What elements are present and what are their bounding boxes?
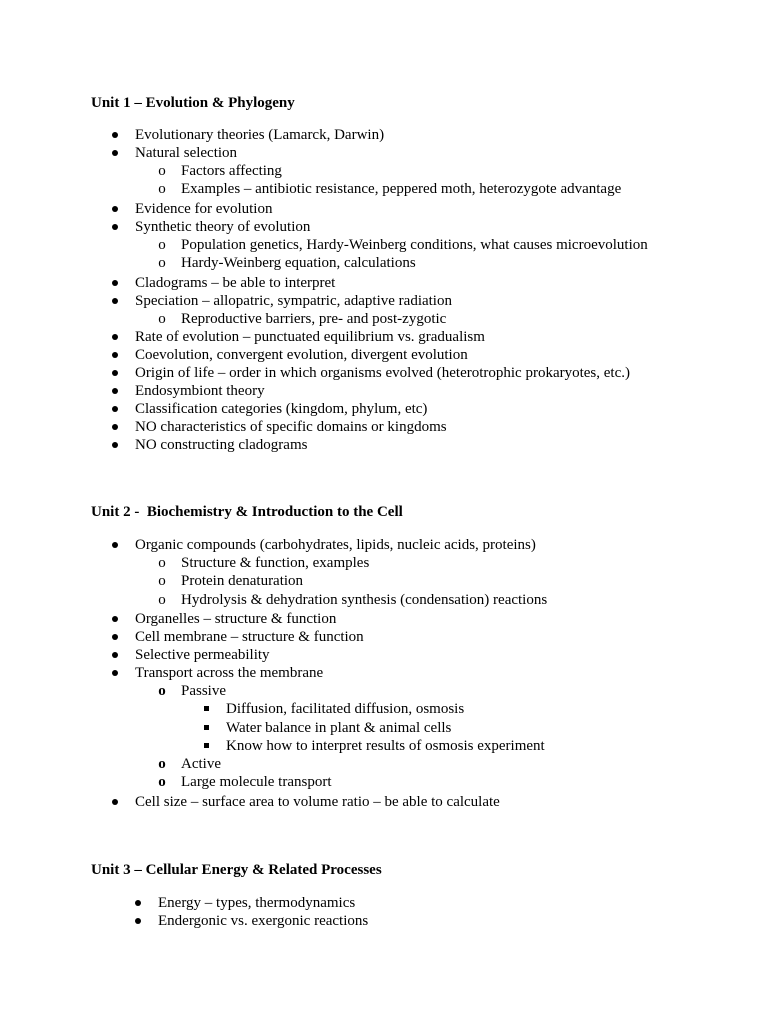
- circle-bullet-icon: o: [158, 255, 166, 271]
- list-item-text: Active: [181, 756, 221, 772]
- list-item-text: Endergonic vs. exergonic reactions: [158, 913, 369, 929]
- circle-bullet-icon: o: [158, 756, 166, 772]
- list-item-text: Population genetics, Hardy-Weinberg conditions, what causes microevolution: [181, 237, 648, 253]
- list-item: [0, 719, 768, 737]
- circle-bullet-icon: o: [158, 774, 166, 790]
- list-item: [0, 274, 768, 292]
- disc-bullet-icon: [112, 274, 118, 292]
- list-item-text: Reproductive barriers, pre- and post-zygotic: [181, 311, 447, 327]
- disc-bullet-icon: [112, 646, 118, 664]
- list-item-text: Cell membrane – structure & function: [135, 629, 364, 645]
- list-item: [0, 554, 768, 572]
- list-item-text: Know how to interpret results of osmosis experiment: [226, 738, 545, 754]
- list-item: [0, 200, 768, 218]
- list-item: [0, 700, 768, 718]
- list-item: [0, 310, 768, 328]
- list-item: [0, 236, 768, 254]
- list-item: [0, 536, 768, 554]
- disc-bullet-icon: [135, 912, 141, 930]
- list-item: [0, 364, 768, 382]
- list-item: [0, 162, 768, 180]
- list-item-text: Evolutionary theories (Lamarck, Darwin): [135, 127, 385, 143]
- list-item: [0, 793, 768, 811]
- list-item: [0, 180, 768, 198]
- list-item-text: Organelles – structure & function: [135, 611, 337, 627]
- list-item: [0, 572, 768, 590]
- circle-bullet-icon: o: [158, 181, 166, 197]
- list-item-text: Classification categories (kingdom, phylum, etc): [135, 401, 428, 417]
- circle-bullet-icon: o: [158, 163, 166, 179]
- disc-bullet-icon: [112, 126, 118, 144]
- disc-bullet-icon: [112, 382, 118, 400]
- square-bullet-icon: [204, 719, 210, 737]
- list-item-text: Large molecule transport: [181, 774, 332, 790]
- list-item: [0, 737, 768, 755]
- list-item: [0, 292, 768, 310]
- list-item: [0, 400, 768, 418]
- circle-bullet-icon: o: [158, 237, 166, 253]
- list-item-text: Speciation – allopatric, sympatric, adaptive radiation: [135, 293, 452, 309]
- disc-bullet-icon: [112, 400, 118, 418]
- circle-bullet-icon: o: [158, 573, 166, 589]
- list-item: [0, 610, 768, 628]
- list-item-text: Transport across the membrane: [135, 665, 324, 681]
- disc-bullet-icon: [112, 664, 118, 682]
- list-item: [0, 628, 768, 646]
- disc-bullet-icon: [112, 292, 118, 310]
- list-item: [0, 436, 768, 454]
- list-item-text: Origin of life – order in which organisms evolved (heterotrophic prokaryotes, etc.): [135, 365, 630, 381]
- list-item-text: Cell size – surface area to volume ratio – be able to calculate: [135, 794, 500, 810]
- unit-1-heading: Unit 1 – Evolution & Phylogeny: [91, 95, 295, 111]
- list-item-text: Hardy-Weinberg equation, calculations: [181, 255, 416, 271]
- disc-bullet-icon: [112, 610, 118, 628]
- list-item: [0, 346, 768, 364]
- list-item-text: Rate of evolution – punctuated equilibrium vs. gradualism: [135, 329, 485, 345]
- list-item-text: Passive: [181, 683, 226, 699]
- list-item-text: Cladograms – be able to interpret: [135, 275, 336, 291]
- list-item: [0, 328, 768, 346]
- disc-bullet-icon: [112, 436, 118, 454]
- list-item: [0, 646, 768, 664]
- list-item: [0, 773, 768, 791]
- list-item: [0, 254, 768, 272]
- list-item-text: Synthetic theory of evolution: [135, 219, 311, 235]
- circle-bullet-icon: o: [158, 592, 166, 608]
- list-item: [0, 382, 768, 400]
- list-item: [0, 418, 768, 436]
- disc-bullet-icon: [112, 346, 118, 364]
- list-item: [0, 755, 768, 773]
- list-item-text: NO constructing cladograms: [135, 437, 308, 453]
- list-item: [0, 126, 768, 144]
- disc-bullet-icon: [112, 144, 118, 162]
- list-item: [0, 591, 768, 609]
- unit-3-heading: Unit 3 – Cellular Energy & Related Processes: [91, 862, 382, 878]
- disc-bullet-icon: [112, 218, 118, 236]
- disc-bullet-icon: [112, 364, 118, 382]
- list-item-text: Hydrolysis & dehydration synthesis (condensation) reactions: [181, 592, 548, 608]
- list-item-text: Evidence for evolution: [135, 201, 273, 217]
- list-item-text: Endosymbiont theory: [135, 383, 265, 399]
- list-item: [0, 664, 768, 682]
- list-item-text: Protein denaturation: [181, 573, 304, 589]
- circle-bullet-icon: o: [158, 555, 166, 571]
- disc-bullet-icon: [112, 328, 118, 346]
- list-item: [0, 218, 768, 236]
- disc-bullet-icon: [135, 894, 141, 912]
- list-item-text: Examples – antibiotic resistance, peppered moth, heterozygote advantage: [181, 181, 622, 197]
- disc-bullet-icon: [112, 418, 118, 436]
- list-item: [0, 144, 768, 162]
- disc-bullet-icon: [112, 628, 118, 646]
- disc-bullet-icon: [112, 200, 118, 218]
- list-item-text: Energy – types, thermodynamics: [158, 895, 356, 911]
- list-item-text: Coevolution, convergent evolution, divergent evolution: [135, 347, 468, 363]
- list-item-text: NO characteristics of specific domains or kingdoms: [135, 419, 447, 435]
- list-item-text: Factors affecting: [181, 163, 282, 179]
- list-item: [0, 682, 768, 700]
- square-bullet-icon: [204, 700, 210, 718]
- list-item-text: Natural selection: [135, 145, 238, 161]
- list-item-text: Structure & function, examples: [181, 555, 370, 571]
- disc-bullet-icon: [112, 536, 118, 554]
- unit-2-heading: Unit 2 - Biochemistry & Introduction to the Cell: [91, 504, 403, 520]
- disc-bullet-icon: [112, 793, 118, 811]
- list-item: [0, 912, 768, 930]
- list-item-text: Organic compounds (carbohydrates, lipids, nucleic acids, proteins): [135, 537, 536, 553]
- circle-bullet-icon: o: [158, 683, 166, 699]
- circle-bullet-icon: o: [158, 311, 166, 327]
- list-item-text: Water balance in plant & animal cells: [226, 720, 452, 736]
- list-item: [0, 894, 768, 912]
- list-item-text: Selective permeability: [135, 647, 270, 663]
- square-bullet-icon: [204, 737, 210, 755]
- list-item-text: Diffusion, facilitated diffusion, osmosis: [226, 701, 465, 717]
